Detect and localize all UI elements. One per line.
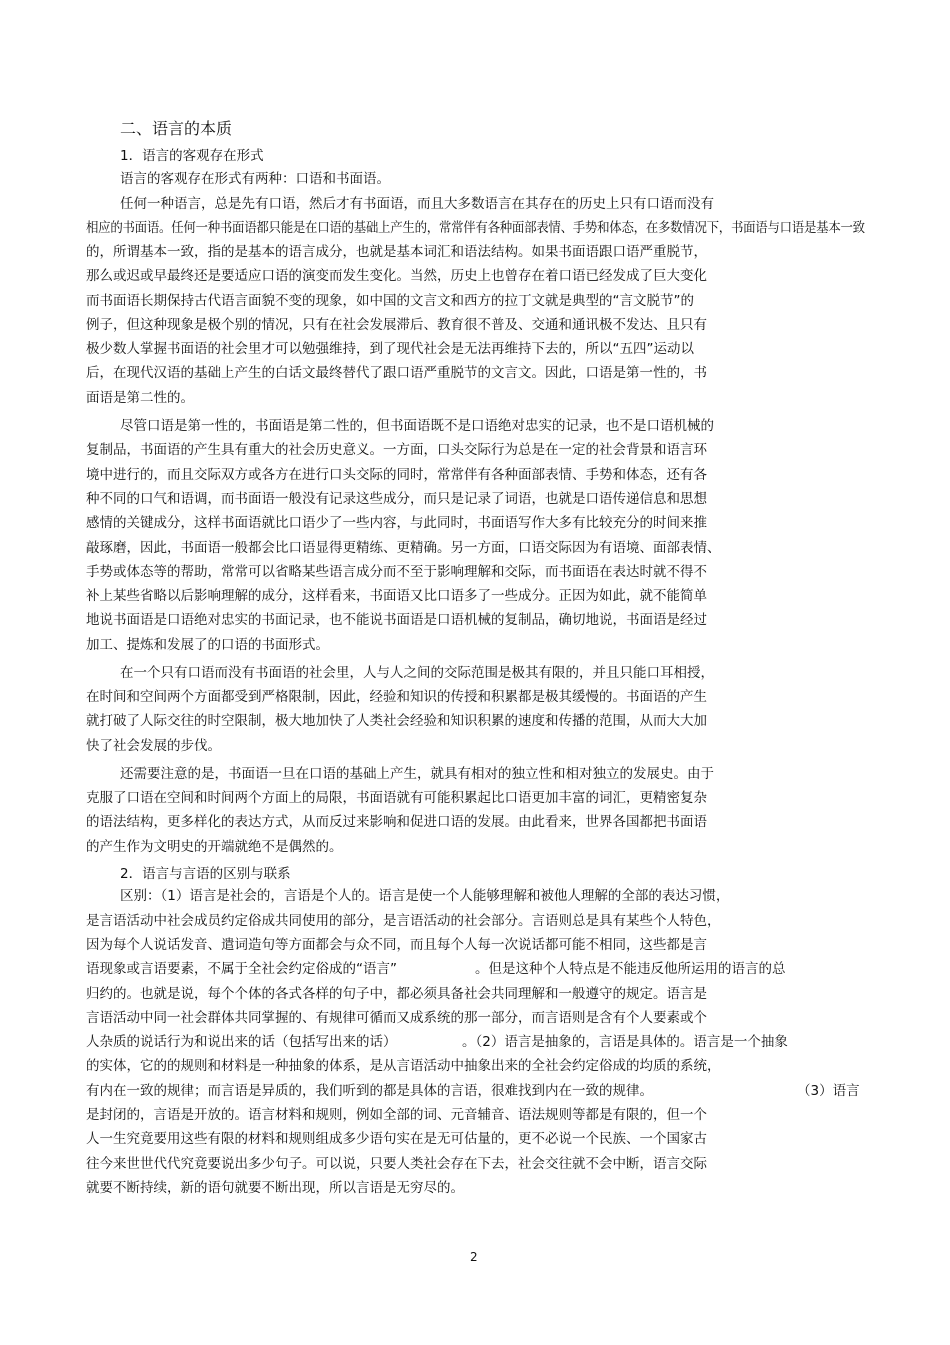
text-line: 就打破了人际交往的时空限制，极大地加快了人类社会经验和知识积累的速度和传播的范围，从而大大加: [86, 713, 707, 729]
page-number: 2: [470, 1250, 478, 1264]
text-line: 任何一种语言，总是先有口语，然后才有书面语，而且大多数语言在其存在的历史上只有口语而没有: [120, 196, 714, 212]
text-line: 那么或迟或早最终还是要适应口语的演变而发生变化。当然，历史上也曾存在着口语已经发成了巨大变化: [86, 268, 707, 284]
text-line: 在一个只有口语而没有书面语的社会里，人与人之间的交际范围是极其有限的，并且只能口耳相授，: [120, 665, 714, 681]
text-line: 因为每个人说话发音、遣词造句等方面都会与众不同，而且每个人每一次说话都可能不相同，这些都是言: [86, 937, 707, 953]
text-line: 敲琢磨，因此，书面语一般都会比口语显得更精练、更精确。另一方面，口语交际因为有语境、面部表情、: [86, 540, 721, 556]
text-line: 区别：（1）语言是社会的，言语是个人的。语言是使一个人能够理解和被他人理解的全部的表达习惯，: [120, 888, 730, 904]
text-line: 相应的书面语。任何一种书面语都只能是在口语的基础上产生的，常常伴有各种面部表情、手势和体态，在多数情况下，书面语与口语是基本一致: [86, 220, 865, 236]
text-line: 人一生究竟要用这些有限的材料和规则组成多少语句实在是无可估量的，更不必说一个民族、一个国家古: [86, 1131, 707, 1147]
text-line: 的产生作为文明史的开端就绝不是偶然的。: [86, 839, 343, 855]
text-line: 手势或体态等的帮助，常常可以省略某些语言成分而不至于影响理解和交际，而书面语在表达时就不得不: [86, 564, 707, 580]
subsection-title-1: 1．语言的客观存在形式: [120, 148, 264, 164]
text-line: 复制品，书面语的产生具有重大的社会历史意义。一方面，口头交际行为总是在一定的社会背景和语言环: [86, 442, 707, 458]
text-line: 有内在一致的规律；而言语是异质的，我们听到的都是具体的言语，很难找到内在一致的规律。: [86, 1083, 653, 1099]
text-line: 的实体，它的的规则和材料是一种抽象的体系，是从言语活动中抽象出来的全社会约定俗成的均质的系统，: [86, 1058, 721, 1074]
text-line: 极少数人掌握书面语的社会里才可以勉强维持，到了现代社会是无法再维持下去的，所以“五四”运动以: [86, 341, 694, 357]
text-line: 面语是第二性的。: [86, 390, 194, 406]
text-line: 往今来世世代代究竟要说出多少句子。可以说，只要人类社会存在下去，社会交往就不会中断，语言交际: [86, 1156, 707, 1172]
text-line: 语言的客观存在形式有两种：口语和书面语。: [120, 171, 390, 187]
text-line: 感情的关键成分，这样书面语就比口语少了一些内容，与此同时，书面语写作大多有比较充分的时间来推: [86, 515, 707, 531]
text-line: 。（2）语言是抽象的，言语是具体的。语言是一个抽象: [462, 1034, 788, 1050]
text-line: 言语活动中同一社会群体共同掌握的、有规律可循而又成系统的那一部分，而言语则是含有个人要素或个: [86, 1010, 707, 1026]
text-line: 。但是这种个人特点是不能违反他所运用的语言的总: [475, 961, 786, 977]
text-line: 的，所谓基本一致，指的是基本的语言成分，也就是基本词汇和语法结构。如果书面语跟口语严重脱节，: [86, 244, 707, 260]
text-line: 地说书面语是口语绝对忠实的书面记录，也不能说书面语是口语机械的复制品，确切地说，书面语是经过: [86, 612, 707, 628]
text-line: 还需要注意的是，书面语一旦在口语的基础上产生，就具有相对的独立性和相对独立的发展史。由于: [120, 766, 714, 782]
text-line: 例子，但这种现象是极个别的情况，只有在社会发展滞后、教育很不普及、交通和通讯极不发达、且只有: [86, 317, 707, 333]
text-line: 后，在现代汉语的基础上产生的白话文最终替代了跟口语严重脱节的文言文。因此，口语是第一性的，书: [86, 365, 707, 381]
text-line: 在时间和空间两个方面都受到严格限制，因此，经验和知识的传授和积累都是极其缓慢的。书面语的产生: [86, 689, 707, 705]
text-line: 语现象或言语要素，不属于全社会约定俗成的“语言”: [86, 961, 397, 977]
subsection-title-2: 2．语言与言语的区别与联系: [120, 866, 291, 882]
text-line: 加工、提炼和发展了的口语的书面形式。: [86, 637, 329, 653]
text-line: 人杂质的说话行为和说出来的话（包括写出来的话）: [86, 1034, 397, 1050]
text-line: 而书面语长期保持古代语言面貌不变的现象，如中国的文言文和西方的拉丁文就是典型的“言文脱节”的: [86, 293, 694, 309]
text-line: 补上某些省略以后影响理解的成分，这样看来，书面语又比口语多了一些成分。正因为如此，就不能简单: [86, 588, 707, 604]
text-line: （3）语言: [797, 1083, 860, 1099]
text-line: 的语法结构，更多样化的表达方式，从而反过来影响和促进口语的发展。由此看来，世界各国都把书面语: [86, 814, 707, 830]
text-line: 快了社会发展的步伐。: [86, 738, 221, 754]
text-line: 归约的。也就是说，每个个体的各式各样的句子中，都必须具备社会共同理解和一般遵守的规定。语言是: [86, 986, 707, 1002]
text-line: 就要不断持续，新的语句就要不断出现，所以言语是无穷尽的。: [86, 1180, 464, 1196]
text-line: 境中进行的，而且交际双方或各方在进行口头交际的同时，常常伴有各种面部表情、手势和体态，还有各: [86, 467, 707, 483]
section-title: 二、语言的本质: [120, 119, 233, 138]
text-line: 尽管口语是第一性的，书面语是第二性的，但书面语既不是口语绝对忠实的记录，也不是口语机械的: [120, 418, 714, 434]
text-line: 是封闭的，言语是开放的。语言材料和规则，例如全部的词、元音辅音、语法规则等都是有限的，但一个: [86, 1107, 707, 1123]
text-line: 克服了口语在空间和时间两个方面上的局限，书面语就有可能积累起比口语更加丰富的词汇，更精密复杂: [86, 790, 707, 806]
text-line: 种不同的口气和语调，而书面语一般没有记录这些成分，而只是记录了词语，也就是口语传递信息和思想: [86, 491, 707, 507]
text-line: 是言语活动中社会成员约定俗成共同使用的部分，是言语活动的社会部分。言语则总是具有某些个人特色，: [86, 913, 721, 929]
